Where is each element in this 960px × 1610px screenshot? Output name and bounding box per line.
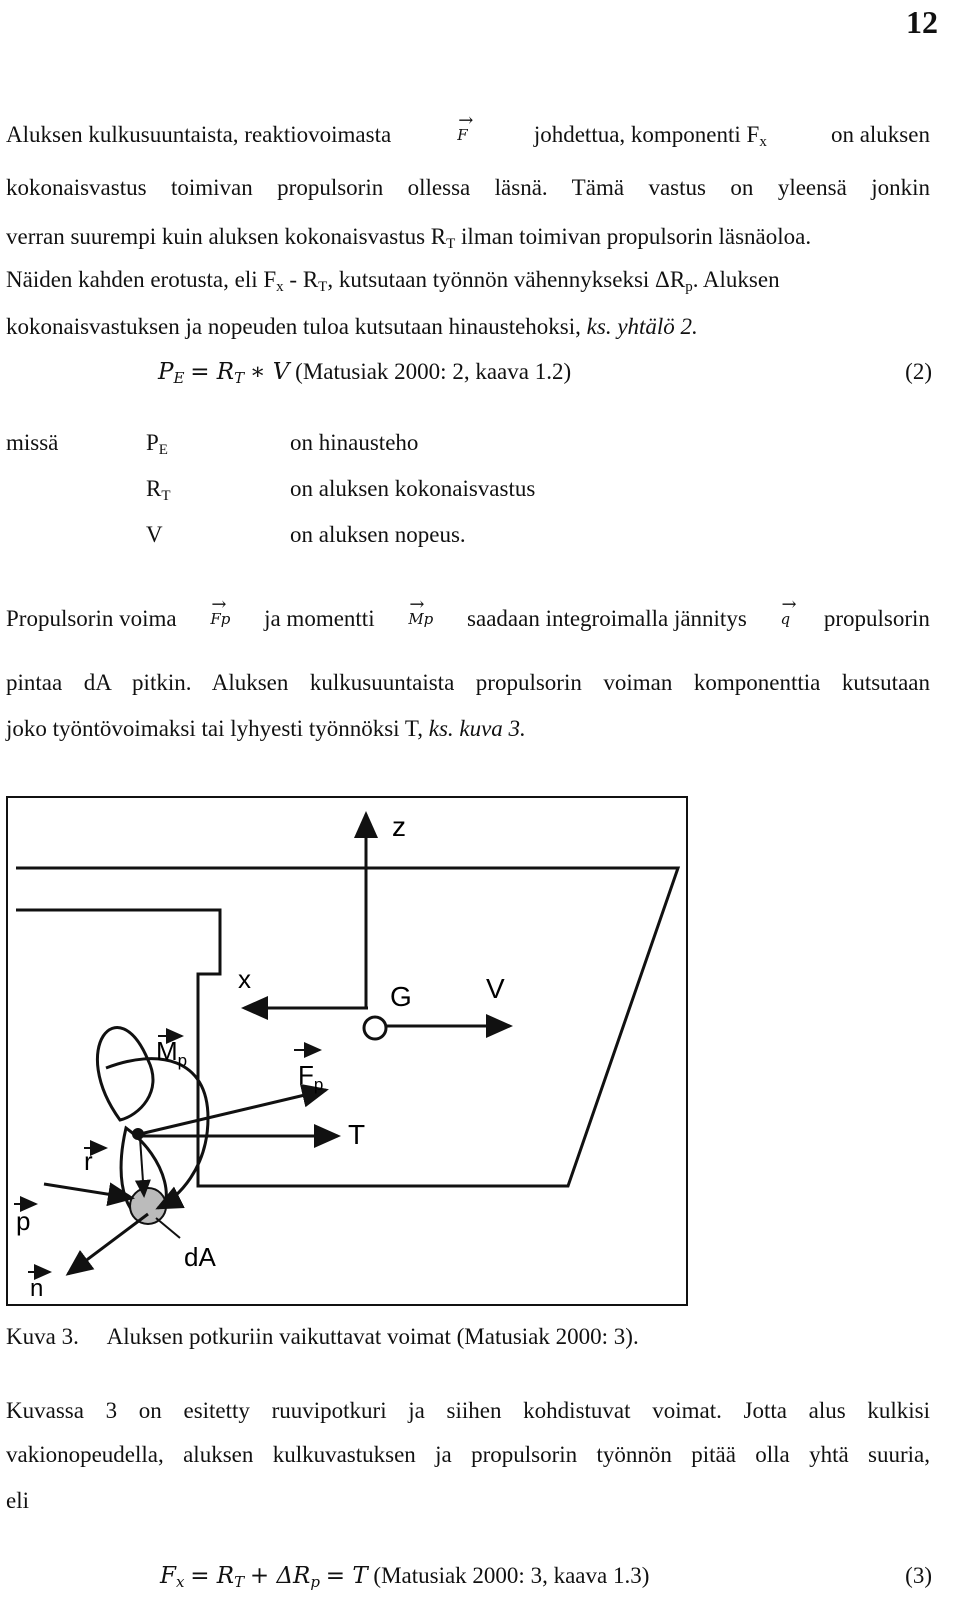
definition-symbol-text: P bbox=[146, 430, 159, 455]
definition-symbol-text: R bbox=[146, 476, 162, 501]
definition-text: on aluksen kokonaisvastus bbox=[290, 476, 536, 501]
propulsor-force-arrow bbox=[140, 1090, 326, 1134]
radius-vector bbox=[140, 1138, 144, 1196]
para2-text: Propulsorin voima bbox=[6, 606, 177, 631]
para1-text: johdettua, komponenti F bbox=[533, 122, 760, 147]
subscript: T bbox=[161, 488, 171, 504]
propulsor-moment-symbol: → Mp bbox=[406, 604, 435, 634]
p-label: p bbox=[16, 1206, 31, 1236]
definition-symbol bbox=[146, 428, 168, 465]
propeller-blade-upper bbox=[97, 1027, 153, 1120]
r-label: r bbox=[84, 1146, 93, 1176]
propulsor-force-symbol: → Fp bbox=[208, 604, 232, 634]
para1-line5 bbox=[6, 312, 930, 342]
para1-line1 bbox=[6, 120, 930, 157]
para1-text: verran suurempi kuin aluksen kokonaisvastus R bbox=[6, 224, 447, 249]
para1-text: . Aluksen bbox=[692, 267, 780, 292]
para1-text: on aluksen bbox=[830, 122, 930, 147]
para1-text: kokonaisvastuksen ja nopeuden tuloa kutsutaan hinaustehoksi, bbox=[6, 314, 581, 339]
subscript: x bbox=[276, 279, 284, 295]
definition-symbol bbox=[146, 474, 171, 511]
fp-label bbox=[298, 1060, 323, 1094]
para2-line2: pintaa dA pitkin. Aluksen kulkusuuntaista propulsorin voiman komponenttia kutsutaan bbox=[6, 670, 930, 695]
subscript: T bbox=[446, 236, 456, 252]
normal-arrow bbox=[68, 1214, 148, 1274]
definitions-label: missä bbox=[6, 430, 59, 455]
para2-text: joko työntövoimaksi tai lyhyesti työnnöksi T, bbox=[6, 716, 423, 741]
stress-vector-symbol: → q bbox=[779, 604, 793, 634]
para1-text: , kutsutaan työnnön vähennykseksi ΔR bbox=[327, 267, 686, 292]
para1-text bbox=[534, 120, 767, 157]
definition-symbol: V bbox=[146, 522, 163, 547]
para1-text: ilman toimivan propulsorin läsnäoloa. bbox=[461, 224, 812, 249]
da-leader-line bbox=[156, 1218, 180, 1238]
fp-label-sub: p bbox=[313, 1075, 324, 1094]
subscript: E bbox=[158, 442, 168, 458]
force-vector-symbol: → F bbox=[455, 120, 469, 157]
equation-reference: ks. yhtälö 2. bbox=[586, 314, 698, 339]
da-label: dA bbox=[184, 1242, 216, 1272]
para3-line3: eli bbox=[6, 1488, 29, 1513]
t-label: T bbox=[348, 1119, 366, 1150]
n-label: n bbox=[30, 1275, 44, 1302]
definition-text: on hinausteho bbox=[290, 430, 419, 455]
subscript: x bbox=[759, 134, 767, 150]
para1-text: - R bbox=[289, 267, 319, 292]
para3-line1: Kuvassa 3 on esitetty ruuvipotkuri ja siihen kohdistuvat voimat. Jotta alus kulkisi bbox=[6, 1398, 930, 1423]
fp-label-letter: F bbox=[298, 1060, 314, 1090]
math-symbol: = T bbox=[325, 1563, 368, 1589]
para1-line3 bbox=[6, 222, 930, 259]
para1-line4 bbox=[6, 265, 930, 302]
para2-text: ja momentti bbox=[264, 606, 375, 631]
g-label: G bbox=[390, 981, 412, 1012]
equation-citation: (Matusiak 2000: 2, kaava 1.2) bbox=[295, 359, 572, 384]
subscript: x bbox=[175, 1573, 185, 1591]
para1-line2: kokonaisvastus toimivan propulsorin ollessa läsnä. Tämä vastus on yleensä jonkin bbox=[6, 175, 930, 200]
z-label: z bbox=[392, 811, 406, 842]
math-symbol: + ΔR bbox=[249, 1563, 311, 1589]
v-label: V bbox=[486, 973, 505, 1004]
definition-text: on aluksen nopeus. bbox=[290, 522, 466, 547]
center-of-gravity-marker bbox=[364, 1017, 386, 1039]
mp-label-sub: p bbox=[177, 1051, 188, 1070]
mp-label bbox=[156, 1036, 187, 1070]
math-symbol: = R bbox=[190, 359, 235, 385]
para1-text: Näiden kahden erotusta, eli F bbox=[6, 267, 277, 292]
math-symbol: ∗ V bbox=[249, 359, 290, 385]
equation-citation: (Matusiak 2000: 3, kaava 1.3) bbox=[373, 1563, 650, 1588]
para2-text: saadaan integroimalla jännitys bbox=[467, 606, 747, 631]
equation-number: (3) bbox=[905, 1563, 932, 1588]
para2-line1 bbox=[6, 604, 930, 634]
equation-3 bbox=[160, 1560, 649, 1598]
subscript: T bbox=[234, 369, 245, 387]
subscript: T bbox=[318, 279, 328, 295]
propeller-diagram bbox=[8, 798, 686, 1304]
mp-label-letter: M bbox=[156, 1036, 178, 1066]
subscript: E bbox=[173, 369, 185, 387]
pressure-arrow bbox=[44, 1184, 132, 1198]
para1-text: Aluksen kulkusuuntaista, reaktiovoimasta bbox=[6, 122, 392, 147]
propeller-forces-figure bbox=[6, 796, 688, 1306]
equation-2 bbox=[158, 356, 571, 394]
subscript: T bbox=[234, 1573, 245, 1591]
equation-number: (2) bbox=[905, 359, 932, 384]
page-number: 12 bbox=[906, 4, 938, 40]
math-symbol: F bbox=[160, 1563, 176, 1589]
para3-line2: vakionopeudella, aluksen kulkuvastuksen ja propulsorin työnnön pitää olla yhtä suuria, bbox=[6, 1442, 930, 1467]
x-label: x bbox=[238, 964, 251, 994]
figure-reference: ks. kuva 3. bbox=[428, 716, 526, 741]
figure-caption bbox=[6, 1322, 639, 1352]
subscript: p bbox=[685, 279, 693, 295]
math-symbol: = R bbox=[190, 1563, 235, 1589]
subscript: p bbox=[310, 1573, 320, 1591]
caption-label: Kuva 3. bbox=[6, 1324, 79, 1349]
para2-text: propulsorin bbox=[823, 606, 930, 631]
para2-line3 bbox=[6, 714, 930, 744]
math-symbol: P bbox=[158, 359, 174, 385]
caption-text: Aluksen potkuriin vaikuttavat voimat (Matusiak 2000: 3). bbox=[106, 1324, 639, 1349]
